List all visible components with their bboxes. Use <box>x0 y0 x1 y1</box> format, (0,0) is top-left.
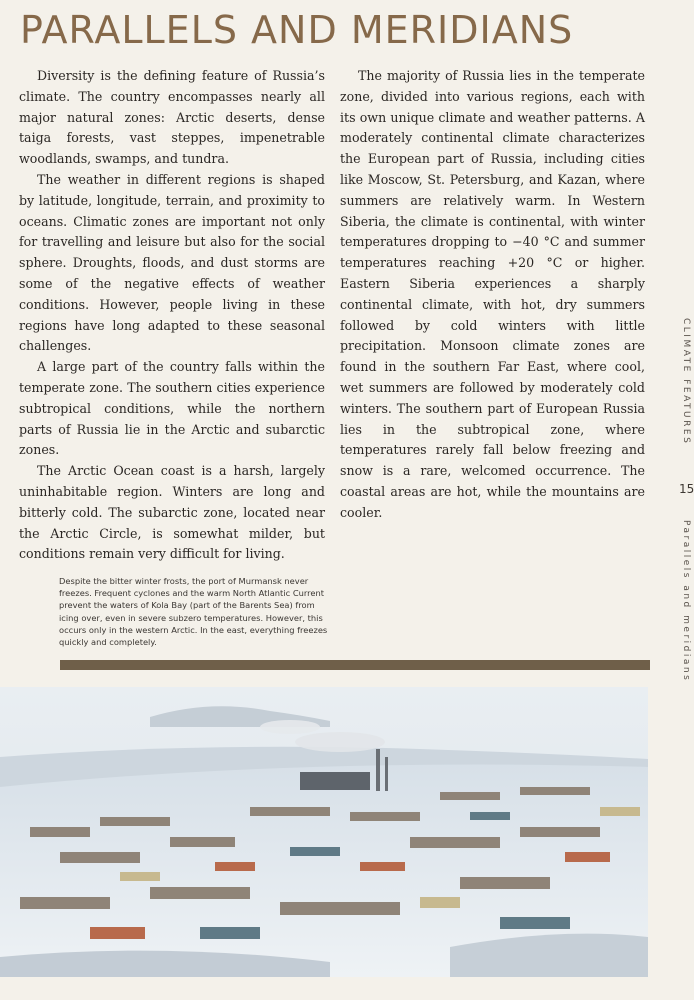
paragraph: Diversity is the defining feature of Russia’s climate. The country encompasses nearly all major natural zones: Arctic deserts, dense taiga forests, vast steppes, impenetrable woodlands, swamps, and tundra. <box>19 68 325 167</box>
running-head-chapter: Parallels and meridians <box>681 520 691 683</box>
paragraph: The weather in different regions is shaped by latitude, longitude, terrain, and proximity to oceans. Climatic zones are important not only for travelling and leisure but also for the social sphere. Droughts, floods, and dust storms are some of the negative effects of weather conditions. However, people living in these regions have long adapted to these seasonal challenges. <box>19 171 325 354</box>
murmansk-aerial-photo <box>0 687 648 977</box>
paragraph: A large part of the country falls within the temperate zone. The southern cities experience subtropical conditions, while the northern parts of Russia lie in the Arctic and subarctic zones. <box>19 359 325 458</box>
decorative-divider-bar <box>60 660 650 670</box>
page-title: PARALLELS AND MERIDIANS <box>20 8 574 52</box>
paragraph: The Arctic Ocean coast is a harsh, largely uninhabitable region. Winters are long and bitterly cold. The subarctic zone, located near the Arctic Circle, is somewhat milder, but conditions remain very difficult for living. <box>19 463 325 562</box>
page-number: 15 <box>679 482 694 496</box>
paragraph: The majority of Russia lies in the temperate zone, divided into various regions, each with its own unique climate and weather patterns. A moderately continental climate characterizes the European part of Russia, including cities like Moscow, St. Petersburg, and Kazan, where summers are relatively warm. In Western Siberia, the climate is continental, with winter temperatures dropping to −40 °C and summer temperatures reaching +20 °C or higher. Eastern Siberia experiences a sharply continental climate, with hot, dry summers followed by cold winters with little precipitation. Monsoon climate zones are found in the southern Far East, where cool, wet summers are followed by moderately cold winters. The southern part of European Russia lies in the subtropical zone, where temperatures rarely fall below freezing and snow is a rare, welcomed occurrence. The coastal areas are hot, while the mountains are cooler. <box>340 68 645 520</box>
running-head-section: CLIMATE FEATURES <box>681 318 691 446</box>
right-text-column <box>340 66 645 524</box>
photo-caption: Despite the bitter winter frosts, the port of Murmansk never freezes. Frequent cyclones and the warm North Atlantic Current prevent the waters of Kola Bay (part of the Barents Sea) from icing over, even in severe subzero temperatures. However, this occurs only in the western Arctic. In the east, everything freezes quickly and completely. <box>59 576 328 648</box>
left-text-column <box>19 66 325 565</box>
